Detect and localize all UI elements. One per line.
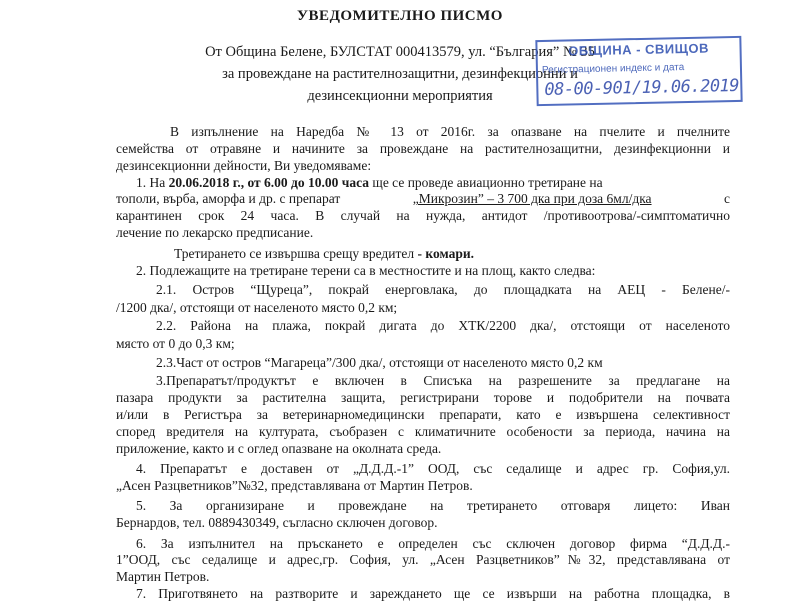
item-7-line-1: 7. Приготвянето на разтворите и зареждането ще се извърши на работна площадка, в <box>136 586 730 601</box>
item-1-line-1 <box>136 175 603 191</box>
item-2-1-line-1: 2.1. Остров “Щуреца”, покрай енерговлака, до площадката на АЕЦ - Белене/- <box>156 281 730 297</box>
item-3-line-2: пазара продукти за растителна защита, регистрирани торове и подобрители на почвата <box>116 390 730 405</box>
letter-title: УВЕДОМИТЕЛНО ПИСМО <box>297 8 503 24</box>
item-2-1-line-2: /1200 дка/, отстоящи от населеното място 0,2 км; <box>116 299 398 315</box>
item-2-line: 2. Подлежащите на третиране терени са в местностите и на площ, както следва: <box>136 263 596 279</box>
item-6-line-3: Мартин Петров. <box>116 569 210 585</box>
intro-line-2: семейства от отравяне и начините за провеждане на растителнозащитни, дезинфекционни и <box>116 140 730 156</box>
item-1-line-3: карантинен срок 24 часа. В случай на нужда, антидот /противоотрова/-симптоматично <box>116 208 730 224</box>
item-5-line-2: Бернардов, тел. 0889430349, съгласно сключен договор. <box>116 515 438 531</box>
stamp-number: 08-00-901/19.06.2019 <box>544 75 740 100</box>
item-3-line-4: според вредителя на културата, съобразен с климатичните особености за периода, начина на <box>116 423 730 439</box>
stamp-label: Регистрационен индекс и дата <box>541 62 685 77</box>
item-6-line-1: 6. За изпълнител на пръскането е определен със сключен договор фирма “Д.Д.Д.- <box>136 535 730 551</box>
intro-line-3: дезинсекционни дейности, Ви уведомяваме: <box>116 157 372 173</box>
sender-line: От Община Белене, БУЛСТАТ 000413579, ул. “България” № 35 <box>205 44 595 60</box>
stamp-org: ОБЩИНА - СВИЩОВ <box>568 40 710 59</box>
pest-line <box>174 246 474 262</box>
item-1-date: 20.06.2018 г., от 6.00 до 10.00 часа <box>168 174 370 190</box>
pest-prefix: Третирането се извършва срещу вредител <box>174 246 415 262</box>
registration-stamp <box>535 36 742 106</box>
subject-line-1: за провеждане на растителнозащитни, дезинфекционни и <box>222 66 578 82</box>
item-3-line-5: приложение, както и с оглед опазване на околната среда. <box>116 440 442 456</box>
item-3-line-1: 3.Препаратът/продуктът е включен в Списъка на разрешените за предлагане на <box>156 373 730 389</box>
item-1-line-2 <box>116 191 730 207</box>
item-2-3-line: 2.3.Част от остров “Магареца”/300 дка/, отстоящи от населеното място 0,2 км <box>156 354 603 370</box>
subject-line-2: дезинсекционни мероприятия <box>307 88 493 104</box>
item-1-rest: ще се проведе авиационно третиране на <box>369 174 603 190</box>
intro-line-1: В изпълнение на Наредба № 13 от 2016г. за опазване на пчелите и пчелните <box>170 124 730 139</box>
item-1-product: „Микрозин” – 3 700 дка при доза 6мл/дка <box>412 191 652 207</box>
item-1-line-2-end: с <box>723 191 730 207</box>
item-2-2-line-1: 2.2. Района на плажа, покрай дигата до ХТК/2200 дка/, отстоящи от населеното <box>156 318 730 334</box>
pest-name: - комари. <box>414 246 474 262</box>
item-4-line-2: „Асен Разцветников”№32, представлявана от Мартин Петров. <box>116 477 473 493</box>
item-1-prefix: 1. На <box>136 174 169 190</box>
item-3-line-3: и/или в Регистъра за ветеринарномедицински препарати, като е извършена селективност <box>116 406 730 422</box>
item-4-line-1: 4. Препаратът е доставен от „Д.Д.Д.-1” ООД, със седалище и адрес гр. София,ул. <box>136 461 730 476</box>
item-6-line-2: 1”ООД, със седалище и адрес,гр. София, ул. „Асен Разцветников”№32, представлявана от <box>116 552 730 568</box>
item-5-line-1: 5. За организиране и провеждане на третирането отговаря лицето: Иван <box>136 498 730 514</box>
item-2-2-line-2: място от 0 до 0,3 км; <box>116 335 235 351</box>
item-1-crops: тополи, върба, аморфа и др. с препарат <box>116 191 341 207</box>
item-1-line-4: лечение по лекарско предписание. <box>116 225 314 241</box>
